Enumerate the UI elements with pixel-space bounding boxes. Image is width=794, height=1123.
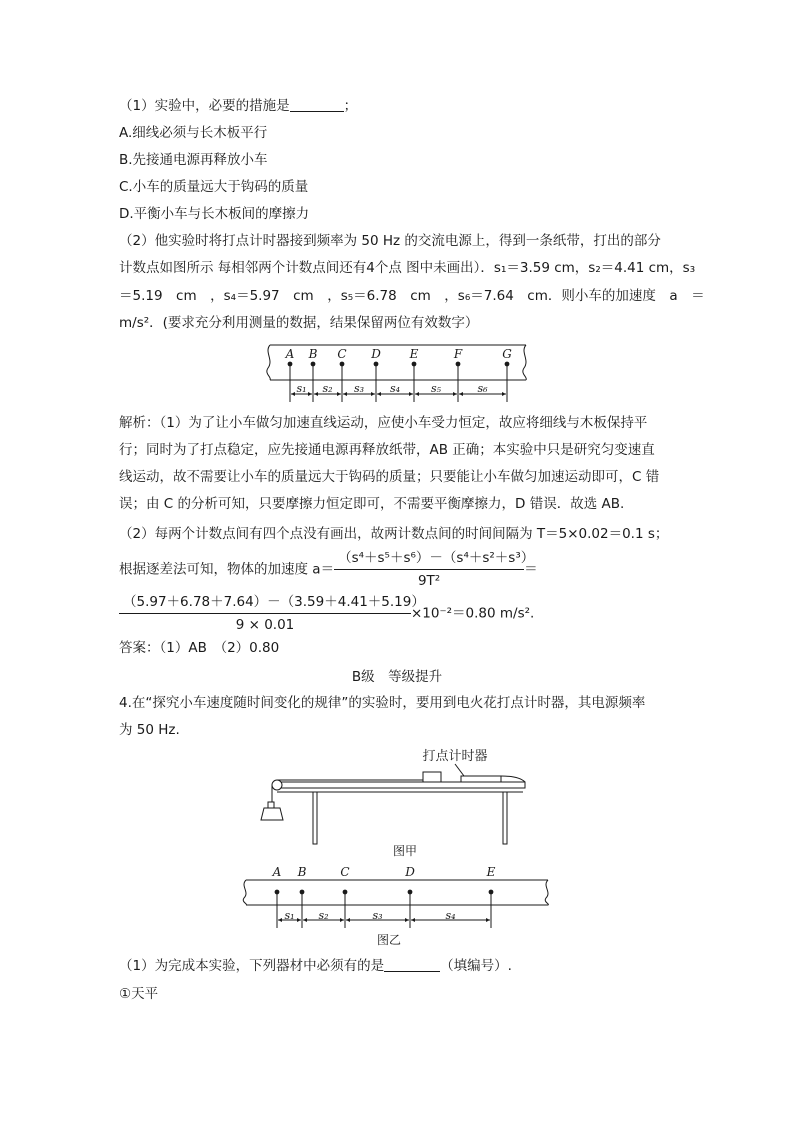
- q4-line-2: 为 50 Hz.: [119, 722, 180, 738]
- tape-point-label: B: [308, 347, 318, 361]
- tape-point-label: D: [405, 865, 415, 879]
- analysis-line-2: 行；同时为了打点稳定，应先接通电源再释放纸带，AB 正确；本实验中只是研究匀变速直: [119, 442, 655, 458]
- tape-point-label: D: [371, 347, 381, 361]
- q2-line-2: 计数点如图所示 每相邻两个计数点间还有4个点 图中未画出）．s₁＝3.59 cm，s₂＝4.41 cm，s₃: [119, 260, 696, 276]
- formula-line-1: 根据逐差法可知，物体的加速度 a＝ $\frac{\text{（s⁴＋s⁵＋s⁶）－（s⁴＋s²＋s³）}}{\text{9T²}}$ ＝: [119, 550, 538, 589]
- segment-label: s₃: [372, 909, 383, 922]
- segment-label: s₅: [430, 382, 442, 395]
- option-d: D.平衡小车与长木板间的摩擦力: [119, 206, 310, 222]
- segment-label: s₂: [318, 909, 329, 922]
- cart: [423, 772, 441, 782]
- figure-caption-1: 图甲: [392, 844, 418, 858]
- hanging-weight: [261, 808, 283, 820]
- q4-item-1: ①天平: [119, 986, 159, 1002]
- segment-label: s₆: [477, 382, 488, 395]
- paper-tape-figure-2: [238, 860, 558, 950]
- tape-point-label: A: [272, 865, 282, 879]
- tape-point-label: C: [340, 865, 350, 879]
- q2-line-1: （2）他实验时将打点计时器接到频率为 50 Hz 的交流电源上，得到一条纸带，打出的部分: [119, 233, 661, 249]
- tape-point-label: B: [297, 865, 307, 879]
- analysis-line-5: （2）每两个计数点间有四个点没有画出，故两计数点间的时间间隔为 T＝5×0.02＝0.1 s；: [119, 526, 669, 542]
- formula-line-2: $\frac{(5.97+6.78+7.64)-(3.59+4.41+5.19)}{9 \times 0.01}$ ×10⁻²＝0.80 m/s².: [119, 592, 534, 635]
- analysis-line-3: 线运动，故不需要让小车的质量远大于钩码的质量；只要能让小车做匀加速运动即可，C 错: [119, 469, 660, 485]
- section-title: B级 等级提升: [351, 669, 443, 685]
- q4-line-1: 4.在“探究小车速度随时间变化的规律”的实验时，要用到电火花打点计时器，其电源频率: [119, 695, 646, 711]
- segment-label: s₁: [296, 382, 307, 395]
- tape-point-label: G: [502, 347, 512, 361]
- timer: [461, 776, 501, 782]
- formula-fraction-2: $\frac{(5.97+6.78+7.64)-(3.59+4.41+5.19)}{9 \times 0.01}$: [119, 592, 411, 635]
- tape-point-label: A: [285, 347, 295, 361]
- segment-label: s₂: [322, 382, 333, 395]
- option-a: A.细线必须与长木板平行: [119, 125, 268, 141]
- formula-fraction-1: $\frac{\text{（s⁴＋s⁵＋s⁶）－（s⁴＋s²＋s³）}}{\text{9T²}}$: [334, 548, 524, 591]
- tape-point-label: E: [409, 347, 419, 361]
- q2-line-4: m/s²．(要求充分利用测量的数据，结果保留两位有效数字）: [119, 315, 479, 331]
- paper-tape-figure-1: [262, 340, 532, 410]
- answer-line: 答案：（1）AB （2）0.80: [119, 640, 280, 656]
- answer-blank-2[interactable]: [384, 957, 440, 972]
- timer-label: 打点计时器: [422, 749, 488, 764]
- tape-point-label: F: [453, 347, 463, 361]
- pulley: [272, 780, 282, 790]
- apparatus-figure: [255, 742, 535, 862]
- q1-stem: （1）实验中，必要的措施是 ；: [119, 98, 358, 114]
- option-b: B.先接通电源再释放小车: [119, 152, 268, 168]
- tape-point-label: E: [486, 865, 496, 879]
- tape-point-label: C: [337, 347, 347, 361]
- figure-caption-2: 图乙: [376, 933, 402, 947]
- answer-blank[interactable]: [290, 97, 344, 112]
- q2-line-3: ＝5.19 cm ，s₄＝5.97 cm ，s₅＝6.78 cm ，s₆＝7.64 cm．则小车的加速度 a ＝: [119, 288, 705, 304]
- segment-label: s₁: [284, 909, 295, 922]
- analysis-line-4: 误；由 C 的分析可知，只要摩擦力恒定即可，不需要平衡摩擦力，D 错误．故选 AB.: [119, 496, 625, 512]
- q4-sub1: （1）为完成本实验，下列器材中必须有的是 （填编号）.: [119, 958, 512, 974]
- segment-label: s₃: [353, 382, 365, 395]
- segment-label: s₄: [389, 382, 401, 395]
- analysis-line-1: 解析：（1）为了让小车做匀加速直线运动，应使小车受力恒定，故应将细线与木板保持平: [119, 415, 648, 431]
- option-c: C.小车的质量远大于钩码的质量: [119, 179, 309, 195]
- segment-label: s₄: [445, 909, 456, 922]
